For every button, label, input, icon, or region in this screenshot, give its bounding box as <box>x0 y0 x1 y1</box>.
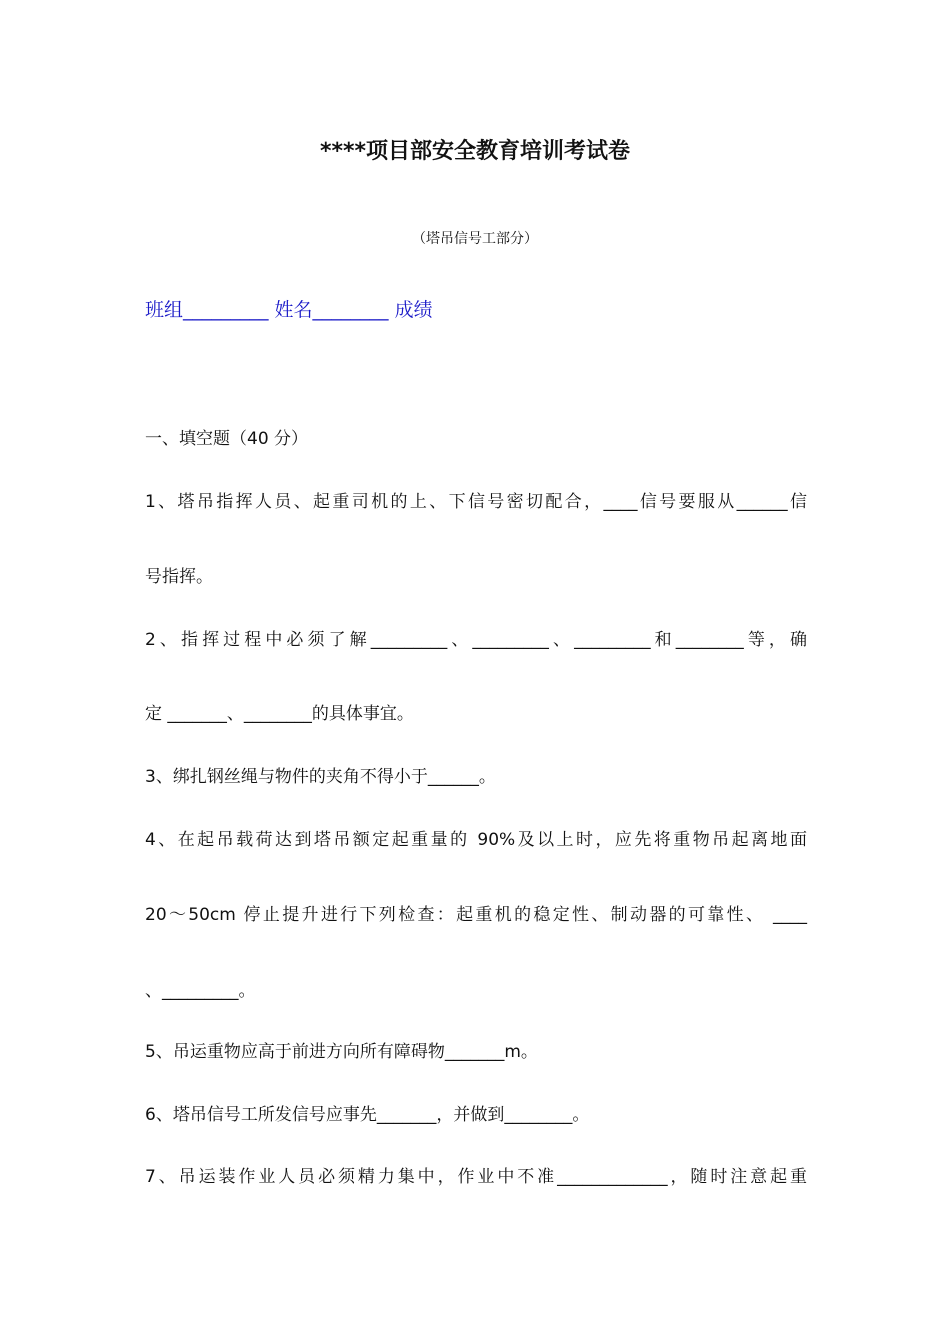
question-2-line-1: 2、指挥过程中必须了解_________、_________、_________和________等，确 <box>145 630 807 650</box>
question-3-line-1: 3、绑扎钢丝绳与物件的夹角不得小于______。 <box>145 767 496 787</box>
question-2-line-2: 定 _______、________的具体事宜。 <box>145 704 414 724</box>
question-5-line-1: 5、吊运重物应高于前进方向所有障碍物_______m。 <box>145 1042 538 1062</box>
question-7-line-1: 7、吊运装作业人员必须精力集中，作业中不准_____________，随时注意起重 <box>145 1167 807 1187</box>
question-4-line-1: 4、在起吊载荷达到塔吊额定起重量的 90%及以上时，应先将重物吊起离地面 <box>145 830 807 850</box>
exam-subtitle: （塔吊信号工部分） <box>412 231 538 247</box>
question-4-line-2: 20～50cm 停止提升进行下列检查：起重机的稳定性、制动器的可靠性、 ____ <box>145 905 807 925</box>
section-heading: 一、填空题（40 分） <box>145 429 309 449</box>
question-6-line-1: 6、塔吊信号工所发信号应事先_______，并做到________。 <box>145 1105 590 1125</box>
question-1-line-1: 1、塔吊指挥人员、起重司机的上、下信号密切配合，____信号要服从______信 <box>145 492 807 512</box>
info-line: 班组_________ 姓名________ 成绩 <box>145 299 433 321</box>
exam-title: ****项目部安全教育培训考试卷 <box>319 139 631 164</box>
question-1-line-2: 号指挥。 <box>145 567 213 587</box>
question-4-line-3: 、_________。 <box>145 981 256 1001</box>
